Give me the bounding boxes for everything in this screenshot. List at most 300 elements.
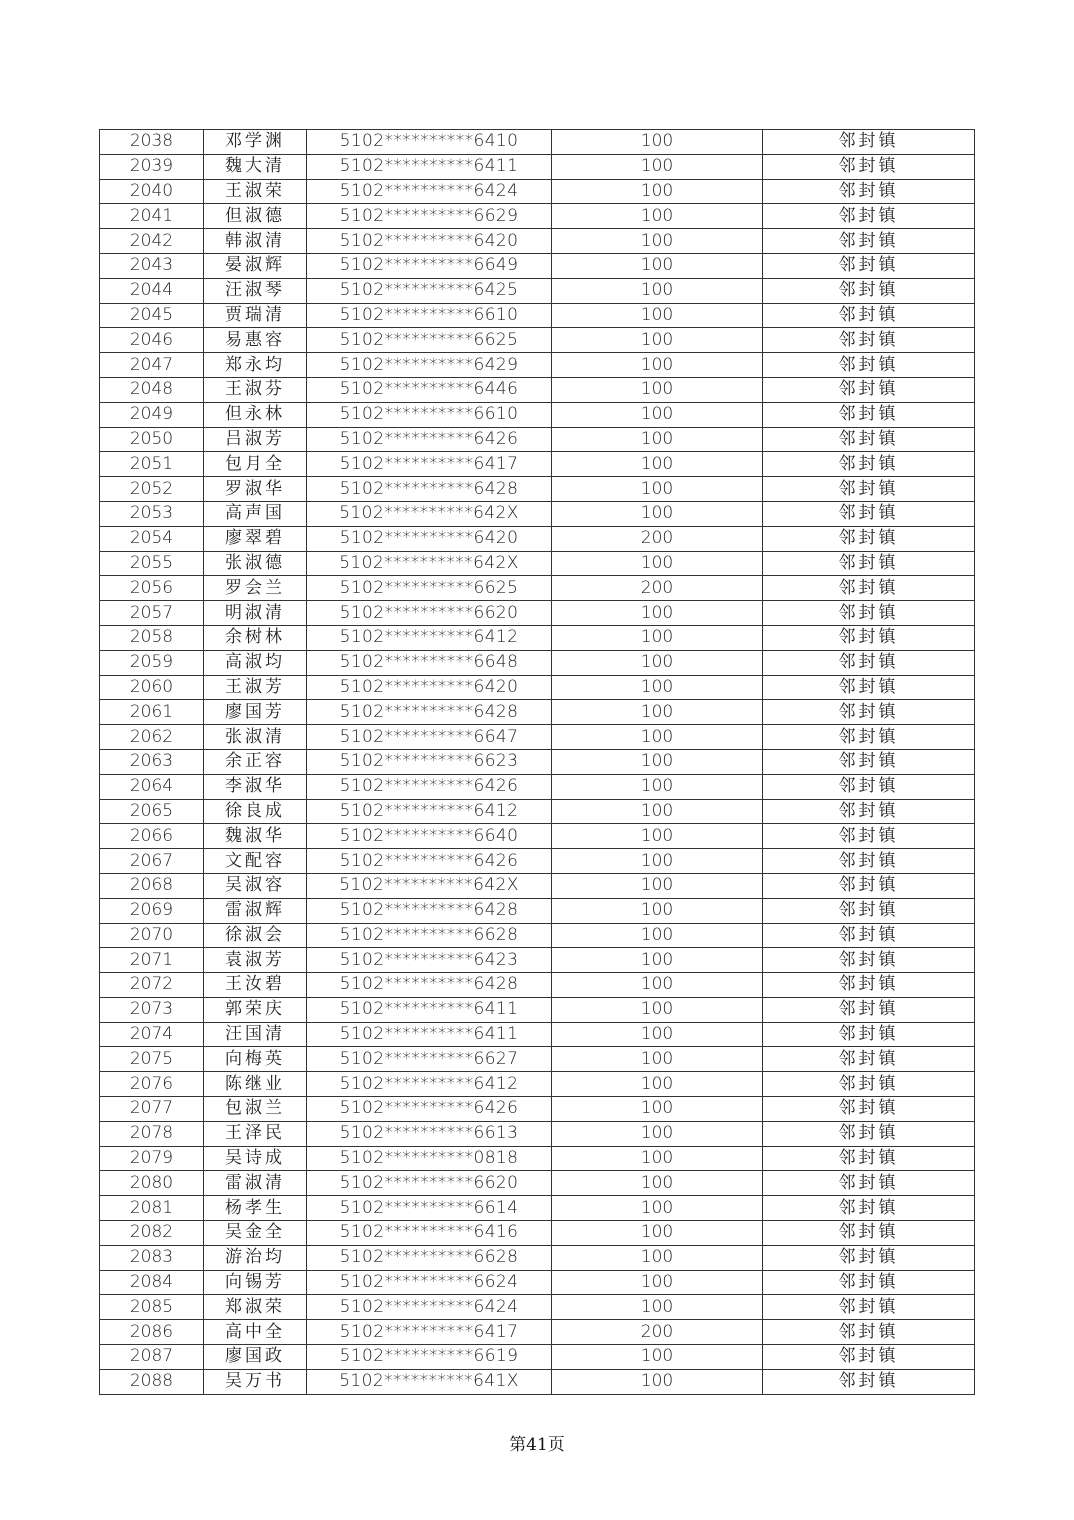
row-number-cell: 2067 — [100, 849, 204, 874]
town-cell: 邻封镇 — [763, 1270, 975, 1295]
name-cell: 雷淑清 — [204, 1171, 307, 1196]
name-cell: 但淑德 — [204, 204, 307, 229]
id-number-cell: 5102**********6412 — [307, 799, 552, 824]
id-number-cell: 5102**********6428 — [307, 898, 552, 923]
id-number-cell: 5102**********6416 — [307, 1221, 552, 1246]
town-cell: 邻封镇 — [763, 427, 975, 452]
amount-cell: 100 — [552, 1369, 763, 1394]
row-number-cell: 2069 — [100, 898, 204, 923]
row-number-cell: 2083 — [100, 1245, 204, 1270]
name-cell: 吴万书 — [204, 1369, 307, 1394]
town-cell: 邻封镇 — [763, 278, 975, 303]
amount-cell: 100 — [552, 898, 763, 923]
town-cell: 邻封镇 — [763, 1146, 975, 1171]
id-number-cell: 5102**********6628 — [307, 1245, 552, 1270]
table-row — [100, 154, 975, 179]
id-number-cell: 5102**********6428 — [307, 700, 552, 725]
table-row — [100, 427, 975, 452]
records-table — [99, 129, 975, 1395]
amount-cell: 100 — [552, 477, 763, 502]
name-cell: 王泽民 — [204, 1121, 307, 1146]
table-row — [100, 452, 975, 477]
amount-cell: 100 — [552, 551, 763, 576]
page-number: 第41页 — [509, 1435, 565, 1455]
town-cell: 邻封镇 — [763, 774, 975, 799]
row-number-cell: 2049 — [100, 402, 204, 427]
table-row — [100, 675, 975, 700]
name-cell: 王淑荣 — [204, 179, 307, 204]
amount-cell: 100 — [552, 1270, 763, 1295]
name-cell: 余正容 — [204, 749, 307, 774]
table-row — [100, 501, 975, 526]
row-number-cell: 2062 — [100, 725, 204, 750]
row-number-cell: 2080 — [100, 1171, 204, 1196]
id-number-cell: 5102**********642X — [307, 873, 552, 898]
town-cell: 邻封镇 — [763, 1295, 975, 1320]
name-cell: 雷淑辉 — [204, 898, 307, 923]
table-row — [100, 849, 975, 874]
amount-cell: 100 — [552, 774, 763, 799]
amount-cell: 100 — [552, 948, 763, 973]
row-number-cell: 2038 — [100, 130, 204, 155]
town-cell: 邻封镇 — [763, 749, 975, 774]
amount-cell: 100 — [552, 1146, 763, 1171]
row-number-cell: 2071 — [100, 948, 204, 973]
row-number-cell: 2047 — [100, 353, 204, 378]
amount-cell: 100 — [552, 1221, 763, 1246]
amount-cell: 100 — [552, 997, 763, 1022]
row-number-cell: 2088 — [100, 1369, 204, 1394]
row-number-cell: 2058 — [100, 625, 204, 650]
table-row — [100, 1047, 975, 1072]
name-cell: 王汝碧 — [204, 973, 307, 998]
table-row — [100, 824, 975, 849]
id-number-cell: 5102**********6426 — [307, 774, 552, 799]
town-cell: 邻封镇 — [763, 130, 975, 155]
table-row — [100, 477, 975, 502]
name-cell: 罗会兰 — [204, 576, 307, 601]
row-number-cell: 2051 — [100, 452, 204, 477]
table-row — [100, 526, 975, 551]
row-number-cell: 2053 — [100, 501, 204, 526]
amount-cell: 100 — [552, 973, 763, 998]
town-cell: 邻封镇 — [763, 1047, 975, 1072]
name-cell: 廖翠碧 — [204, 526, 307, 551]
amount-cell: 100 — [552, 427, 763, 452]
amount-cell: 100 — [552, 923, 763, 948]
row-number-cell: 2081 — [100, 1196, 204, 1221]
table-row — [100, 1121, 975, 1146]
name-cell: 晏淑辉 — [204, 253, 307, 278]
row-number-cell: 2076 — [100, 1072, 204, 1097]
amount-cell: 100 — [552, 1072, 763, 1097]
row-number-cell: 2057 — [100, 601, 204, 626]
name-cell: 郭荣庆 — [204, 997, 307, 1022]
name-cell: 吕淑芳 — [204, 427, 307, 452]
table-row — [100, 278, 975, 303]
name-cell: 邓学渊 — [204, 130, 307, 155]
row-number-cell: 2061 — [100, 700, 204, 725]
table-row — [100, 1221, 975, 1246]
name-cell: 魏大清 — [204, 154, 307, 179]
table-row — [100, 402, 975, 427]
row-number-cell: 2073 — [100, 997, 204, 1022]
id-number-cell: 5102**********6423 — [307, 948, 552, 973]
name-cell: 李淑华 — [204, 774, 307, 799]
id-number-cell: 5102**********6629 — [307, 204, 552, 229]
row-number-cell: 2041 — [100, 204, 204, 229]
town-cell: 邻封镇 — [763, 625, 975, 650]
amount-cell: 100 — [552, 650, 763, 675]
table-row — [100, 625, 975, 650]
id-number-cell: 5102**********6428 — [307, 477, 552, 502]
amount-cell: 100 — [552, 253, 763, 278]
amount-cell: 100 — [552, 873, 763, 898]
id-number-cell: 5102**********6424 — [307, 179, 552, 204]
town-cell: 邻封镇 — [763, 1369, 975, 1394]
town-cell: 邻封镇 — [763, 1320, 975, 1345]
name-cell: 明淑清 — [204, 601, 307, 626]
name-cell: 包淑兰 — [204, 1097, 307, 1122]
table-row — [100, 1320, 975, 1345]
row-number-cell: 2070 — [100, 923, 204, 948]
row-number-cell: 2074 — [100, 1022, 204, 1047]
id-number-cell: 5102**********6619 — [307, 1345, 552, 1370]
town-cell: 邻封镇 — [763, 997, 975, 1022]
town-cell: 邻封镇 — [763, 923, 975, 948]
id-number-cell: 5102**********6426 — [307, 849, 552, 874]
table-row — [100, 774, 975, 799]
table-row — [100, 973, 975, 998]
town-cell: 邻封镇 — [763, 253, 975, 278]
row-number-cell: 2052 — [100, 477, 204, 502]
amount-cell: 100 — [552, 1345, 763, 1370]
table-row — [100, 353, 975, 378]
name-cell: 汪淑琴 — [204, 278, 307, 303]
table-row — [100, 749, 975, 774]
row-number-cell: 2068 — [100, 873, 204, 898]
amount-cell: 100 — [552, 452, 763, 477]
table-row — [100, 1072, 975, 1097]
id-number-cell: 5102**********6426 — [307, 427, 552, 452]
table-row — [100, 1171, 975, 1196]
amount-cell: 100 — [552, 725, 763, 750]
table-row — [100, 229, 975, 254]
row-number-cell: 2078 — [100, 1121, 204, 1146]
row-number-cell: 2048 — [100, 377, 204, 402]
amount-cell: 100 — [552, 353, 763, 378]
town-cell: 邻封镇 — [763, 501, 975, 526]
id-number-cell: 5102**********6411 — [307, 154, 552, 179]
name-cell: 罗淑华 — [204, 477, 307, 502]
table-row — [100, 253, 975, 278]
id-number-cell: 5102**********6623 — [307, 749, 552, 774]
amount-cell: 100 — [552, 824, 763, 849]
id-number-cell: 5102**********6640 — [307, 824, 552, 849]
amount-cell: 100 — [552, 328, 763, 353]
table-row — [100, 997, 975, 1022]
amount-cell: 100 — [552, 700, 763, 725]
town-cell: 邻封镇 — [763, 725, 975, 750]
table-row — [100, 179, 975, 204]
table-row — [100, 130, 975, 155]
name-cell: 高声国 — [204, 501, 307, 526]
id-number-cell: 5102**********642X — [307, 551, 552, 576]
town-cell: 邻封镇 — [763, 675, 975, 700]
row-number-cell: 2075 — [100, 1047, 204, 1072]
row-number-cell: 2072 — [100, 973, 204, 998]
town-cell: 邻封镇 — [763, 1171, 975, 1196]
id-number-cell: 5102**********6628 — [307, 923, 552, 948]
id-number-cell: 5102**********6614 — [307, 1196, 552, 1221]
id-number-cell: 5102**********0818 — [307, 1146, 552, 1171]
town-cell: 邻封镇 — [763, 973, 975, 998]
town-cell: 邻封镇 — [763, 377, 975, 402]
id-number-cell: 5102**********6420 — [307, 526, 552, 551]
row-number-cell: 2039 — [100, 154, 204, 179]
town-cell: 邻封镇 — [763, 824, 975, 849]
amount-cell: 100 — [552, 1295, 763, 1320]
name-cell: 高淑均 — [204, 650, 307, 675]
town-cell: 邻封镇 — [763, 402, 975, 427]
amount-cell: 200 — [552, 576, 763, 601]
name-cell: 魏淑华 — [204, 824, 307, 849]
row-number-cell: 2046 — [100, 328, 204, 353]
name-cell: 廖国芳 — [204, 700, 307, 725]
row-number-cell: 2056 — [100, 576, 204, 601]
town-cell: 邻封镇 — [763, 1221, 975, 1246]
name-cell: 包月全 — [204, 452, 307, 477]
table-row — [100, 1369, 975, 1394]
table-row — [100, 1196, 975, 1221]
name-cell: 吴金全 — [204, 1221, 307, 1246]
table-row — [100, 601, 975, 626]
amount-cell: 100 — [552, 130, 763, 155]
table-row — [100, 650, 975, 675]
amount-cell: 100 — [552, 849, 763, 874]
id-number-cell: 5102**********6420 — [307, 675, 552, 700]
id-number-cell: 5102**********6429 — [307, 353, 552, 378]
id-number-cell: 5102**********6411 — [307, 1022, 552, 1047]
name-cell: 郑淑荣 — [204, 1295, 307, 1320]
table-row — [100, 303, 975, 328]
id-number-cell: 5102**********641X — [307, 1369, 552, 1394]
row-number-cell: 2065 — [100, 799, 204, 824]
town-cell: 邻封镇 — [763, 873, 975, 898]
name-cell: 徐良成 — [204, 799, 307, 824]
row-number-cell: 2055 — [100, 551, 204, 576]
table-row — [100, 377, 975, 402]
name-cell: 但永林 — [204, 402, 307, 427]
name-cell: 袁淑芳 — [204, 948, 307, 973]
row-number-cell: 2079 — [100, 1146, 204, 1171]
amount-cell: 100 — [552, 154, 763, 179]
id-number-cell: 5102**********6620 — [307, 1171, 552, 1196]
amount-cell: 100 — [552, 1097, 763, 1122]
row-number-cell: 2054 — [100, 526, 204, 551]
town-cell: 邻封镇 — [763, 898, 975, 923]
amount-cell: 100 — [552, 402, 763, 427]
row-number-cell: 2044 — [100, 278, 204, 303]
table-row — [100, 204, 975, 229]
table-row — [100, 328, 975, 353]
name-cell: 游治均 — [204, 1245, 307, 1270]
row-number-cell: 2066 — [100, 824, 204, 849]
id-number-cell: 5102**********6610 — [307, 303, 552, 328]
amount-cell: 100 — [552, 179, 763, 204]
table-row — [100, 898, 975, 923]
row-number-cell: 2042 — [100, 229, 204, 254]
table-row — [100, 799, 975, 824]
id-number-cell: 5102**********6426 — [307, 1097, 552, 1122]
name-cell: 汪国清 — [204, 1022, 307, 1047]
id-number-cell: 5102**********6613 — [307, 1121, 552, 1146]
town-cell: 邻封镇 — [763, 1097, 975, 1122]
name-cell: 王淑芬 — [204, 377, 307, 402]
name-cell: 文配容 — [204, 849, 307, 874]
town-cell: 邻封镇 — [763, 799, 975, 824]
row-number-cell: 2085 — [100, 1295, 204, 1320]
name-cell: 高中全 — [204, 1320, 307, 1345]
row-number-cell: 2087 — [100, 1345, 204, 1370]
table-row — [100, 873, 975, 898]
name-cell: 廖国政 — [204, 1345, 307, 1370]
amount-cell: 100 — [552, 625, 763, 650]
town-cell: 邻封镇 — [763, 526, 975, 551]
amount-cell: 100 — [552, 749, 763, 774]
amount-cell: 100 — [552, 1047, 763, 1072]
amount-cell: 100 — [552, 204, 763, 229]
row-number-cell: 2082 — [100, 1221, 204, 1246]
id-number-cell: 5102**********6411 — [307, 997, 552, 1022]
name-cell: 王淑芳 — [204, 675, 307, 700]
id-number-cell: 5102**********6624 — [307, 1270, 552, 1295]
name-cell: 向锡芳 — [204, 1270, 307, 1295]
id-number-cell: 5102**********6625 — [307, 576, 552, 601]
amount-cell: 100 — [552, 229, 763, 254]
table-row — [100, 551, 975, 576]
table-row — [100, 1146, 975, 1171]
row-number-cell: 2064 — [100, 774, 204, 799]
town-cell: 邻封镇 — [763, 303, 975, 328]
town-cell: 邻封镇 — [763, 154, 975, 179]
table-row — [100, 923, 975, 948]
table-row — [100, 1295, 975, 1320]
table-row — [100, 948, 975, 973]
town-cell: 邻封镇 — [763, 849, 975, 874]
id-number-cell: 5102**********6625 — [307, 328, 552, 353]
id-number-cell: 5102**********6649 — [307, 253, 552, 278]
town-cell: 邻封镇 — [763, 551, 975, 576]
id-number-cell: 5102**********6648 — [307, 650, 552, 675]
town-cell: 邻封镇 — [763, 1245, 975, 1270]
amount-cell: 100 — [552, 1196, 763, 1221]
town-cell: 邻封镇 — [763, 229, 975, 254]
name-cell: 易惠容 — [204, 328, 307, 353]
amount-cell: 100 — [552, 377, 763, 402]
id-number-cell: 5102**********642X — [307, 501, 552, 526]
amount-cell: 100 — [552, 1171, 763, 1196]
id-number-cell: 5102**********6420 — [307, 229, 552, 254]
row-number-cell: 2060 — [100, 675, 204, 700]
name-cell: 张淑德 — [204, 551, 307, 576]
town-cell: 邻封镇 — [763, 1345, 975, 1370]
town-cell: 邻封镇 — [763, 1022, 975, 1047]
town-cell: 邻封镇 — [763, 477, 975, 502]
id-number-cell: 5102**********6620 — [307, 601, 552, 626]
table-row — [100, 700, 975, 725]
row-number-cell: 2084 — [100, 1270, 204, 1295]
amount-cell: 200 — [552, 1320, 763, 1345]
town-cell: 邻封镇 — [763, 179, 975, 204]
amount-cell: 100 — [552, 799, 763, 824]
town-cell: 邻封镇 — [763, 1196, 975, 1221]
amount-cell: 100 — [552, 1121, 763, 1146]
table-row — [100, 725, 975, 750]
id-number-cell: 5102**********6412 — [307, 625, 552, 650]
amount-cell: 100 — [552, 278, 763, 303]
town-cell: 邻封镇 — [763, 650, 975, 675]
id-number-cell: 5102**********6446 — [307, 377, 552, 402]
name-cell: 向梅英 — [204, 1047, 307, 1072]
id-number-cell: 5102**********6417 — [307, 1320, 552, 1345]
row-number-cell: 2077 — [100, 1097, 204, 1122]
table-row — [100, 576, 975, 601]
amount-cell: 100 — [552, 601, 763, 626]
town-cell: 邻封镇 — [763, 700, 975, 725]
row-number-cell: 2059 — [100, 650, 204, 675]
row-number-cell: 2045 — [100, 303, 204, 328]
town-cell: 邻封镇 — [763, 204, 975, 229]
name-cell: 韩淑清 — [204, 229, 307, 254]
table-row — [100, 1245, 975, 1270]
town-cell: 邻封镇 — [763, 1121, 975, 1146]
amount-cell: 200 — [552, 526, 763, 551]
amount-cell: 100 — [552, 1245, 763, 1270]
name-cell: 张淑清 — [204, 725, 307, 750]
id-number-cell: 5102**********6412 — [307, 1072, 552, 1097]
amount-cell: 100 — [552, 501, 763, 526]
table-row — [100, 1270, 975, 1295]
name-cell: 陈继业 — [204, 1072, 307, 1097]
id-number-cell: 5102**********6647 — [307, 725, 552, 750]
table-row — [100, 1345, 975, 1370]
town-cell: 邻封镇 — [763, 601, 975, 626]
amount-cell: 100 — [552, 303, 763, 328]
id-number-cell: 5102**********6424 — [307, 1295, 552, 1320]
row-number-cell: 2086 — [100, 1320, 204, 1345]
id-number-cell: 5102**********6425 — [307, 278, 552, 303]
name-cell: 徐淑会 — [204, 923, 307, 948]
id-number-cell: 5102**********6410 — [307, 130, 552, 155]
id-number-cell: 5102**********6627 — [307, 1047, 552, 1072]
name-cell: 余树林 — [204, 625, 307, 650]
name-cell: 吴诗成 — [204, 1146, 307, 1171]
town-cell: 邻封镇 — [763, 452, 975, 477]
town-cell: 邻封镇 — [763, 948, 975, 973]
table-row — [100, 1022, 975, 1047]
id-number-cell: 5102**********6428 — [307, 973, 552, 998]
row-number-cell: 2043 — [100, 253, 204, 278]
id-number-cell: 5102**********6610 — [307, 402, 552, 427]
amount-cell: 100 — [552, 675, 763, 700]
row-number-cell: 2063 — [100, 749, 204, 774]
id-number-cell: 5102**********6417 — [307, 452, 552, 477]
name-cell: 郑永均 — [204, 353, 307, 378]
name-cell: 吴淑容 — [204, 873, 307, 898]
town-cell: 邻封镇 — [763, 353, 975, 378]
table-row — [100, 1097, 975, 1122]
